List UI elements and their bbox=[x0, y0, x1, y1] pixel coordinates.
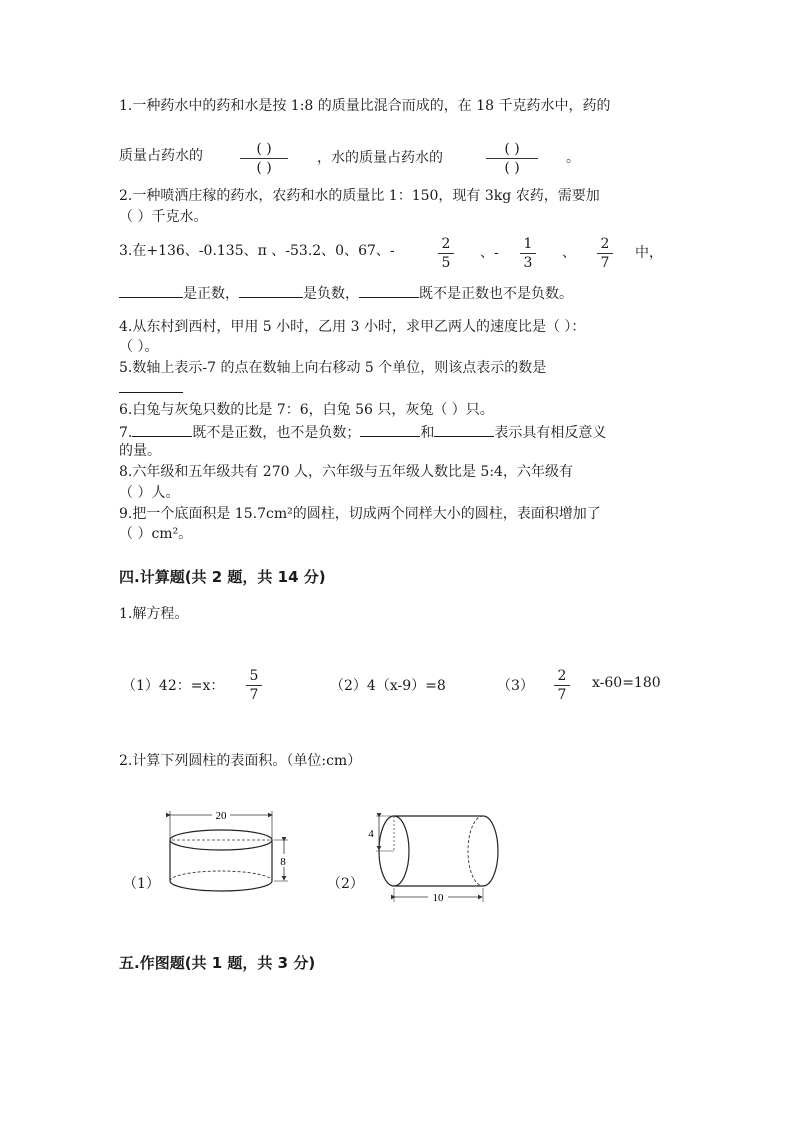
q3-blank-positive[interactable] bbox=[119, 283, 183, 298]
q3-fraction-2: 1 3 bbox=[520, 236, 536, 271]
q7-line2: 的量。 bbox=[119, 443, 161, 459]
q7-line1: 7. 既不是正数，也不是负数； 和 表示具有相反意义 bbox=[119, 422, 606, 442]
cylinder-figure-2 bbox=[362, 808, 504, 904]
q3-line2: 是正数， 是负数， 既不是正数也不是负数。 bbox=[119, 283, 573, 303]
section5-title: 五.作图题(共 1 题，共 3 分) bbox=[119, 954, 316, 972]
q3-blank-neither[interactable] bbox=[359, 283, 419, 298]
q4-line2: （ ）。 bbox=[119, 339, 159, 355]
q1-text-c: 。 bbox=[566, 150, 580, 166]
q1-text-a: 质量占药水的 bbox=[119, 148, 203, 164]
q6-line1: 6.白兔与灰兔只数的比是 7：6，白兔 56 只，灰兔（ ）只。 bbox=[119, 402, 494, 418]
q1-blank-fraction-drug[interactable]: ( ) ( ) bbox=[240, 141, 288, 176]
q7-blank-2[interactable] bbox=[360, 422, 420, 437]
q7-blank-1[interactable] bbox=[132, 422, 192, 437]
q2-line1: 2.一种喷洒庄稼的药水，农药和水的质量比 1：150，现有 3kg 农药，需要加 bbox=[119, 188, 600, 204]
q4-line1: 4.从东村到西村，甲用 5 小时，乙用 3 小时，求甲乙两人的速度比是（ ）： bbox=[119, 319, 586, 335]
equation-3-text: x-60=180 bbox=[592, 675, 661, 691]
q3-fraction-1: 2 5 bbox=[438, 236, 454, 271]
section4-problem2: 2.计算下列圆柱的表面积。（单位:cm） bbox=[119, 753, 362, 769]
q8-line2: （ ）人。 bbox=[119, 485, 180, 501]
section4-title: 四.计算题(共 2 题，共 14 分) bbox=[119, 568, 326, 586]
q3-sep2: 、 bbox=[562, 245, 576, 261]
q3-prefix: 3.在+136、-0.135、π 、-53.2、0、67、- bbox=[119, 243, 395, 259]
q3-suffix: 中， bbox=[635, 245, 663, 261]
q3-blank-negative[interactable] bbox=[239, 283, 303, 298]
equation-1-fraction: 5 7 bbox=[246, 668, 262, 703]
q1-blank-fraction-water[interactable]: ( ) ( ) bbox=[486, 141, 538, 176]
q2-line2: （ ）千克水。 bbox=[119, 209, 208, 225]
q9-line1: 9.把一个底面积是 15.7cm²的圆柱，切成两个同样大小的圆柱，表面积增加了 bbox=[119, 506, 601, 522]
q3-sep1: 、- bbox=[480, 245, 499, 261]
figure-1-height: 8 bbox=[280, 856, 286, 868]
equation-3-fraction: 2 7 bbox=[554, 668, 570, 703]
q9-line2: （ ）cm²。 bbox=[119, 526, 193, 542]
q1-text-b: ，水的质量占药水的 bbox=[317, 150, 443, 166]
figure-1-diameter: 20 bbox=[215, 810, 227, 822]
q5-line1: 5.数轴上表示-7 的点在数轴上向右移动 5 个单位，则该点表示的数是 bbox=[119, 360, 547, 376]
equation-3-label: （3） bbox=[497, 678, 534, 694]
q5-blank[interactable] bbox=[119, 378, 183, 393]
section4-problem1: 1.解方程。 bbox=[119, 606, 189, 622]
figure-2-radius: 4 bbox=[368, 828, 374, 840]
q7-blank-3[interactable] bbox=[434, 422, 494, 437]
figure-2-label: （2） bbox=[327, 876, 364, 892]
figure-2-length: 10 bbox=[432, 892, 444, 904]
q8-line1: 8.六年级和五年级共有 270 人，六年级与五年级人数比是 5:4，六年级有 bbox=[119, 464, 573, 480]
q1-line1: 1.一种药水中的药和水是按 1:8 的质量比混合而成的，在 18 千克药水中，药的 bbox=[119, 98, 611, 114]
figure-1-label: （1） bbox=[123, 876, 160, 892]
equation-1-text: （1）42：=x： bbox=[122, 678, 225, 694]
q3-fraction-3: 2 7 bbox=[597, 236, 613, 271]
cylinder-figure-1 bbox=[160, 808, 300, 898]
equation-2: （2）4（x-9）=8 bbox=[330, 678, 446, 694]
q5-line2 bbox=[119, 378, 183, 398]
